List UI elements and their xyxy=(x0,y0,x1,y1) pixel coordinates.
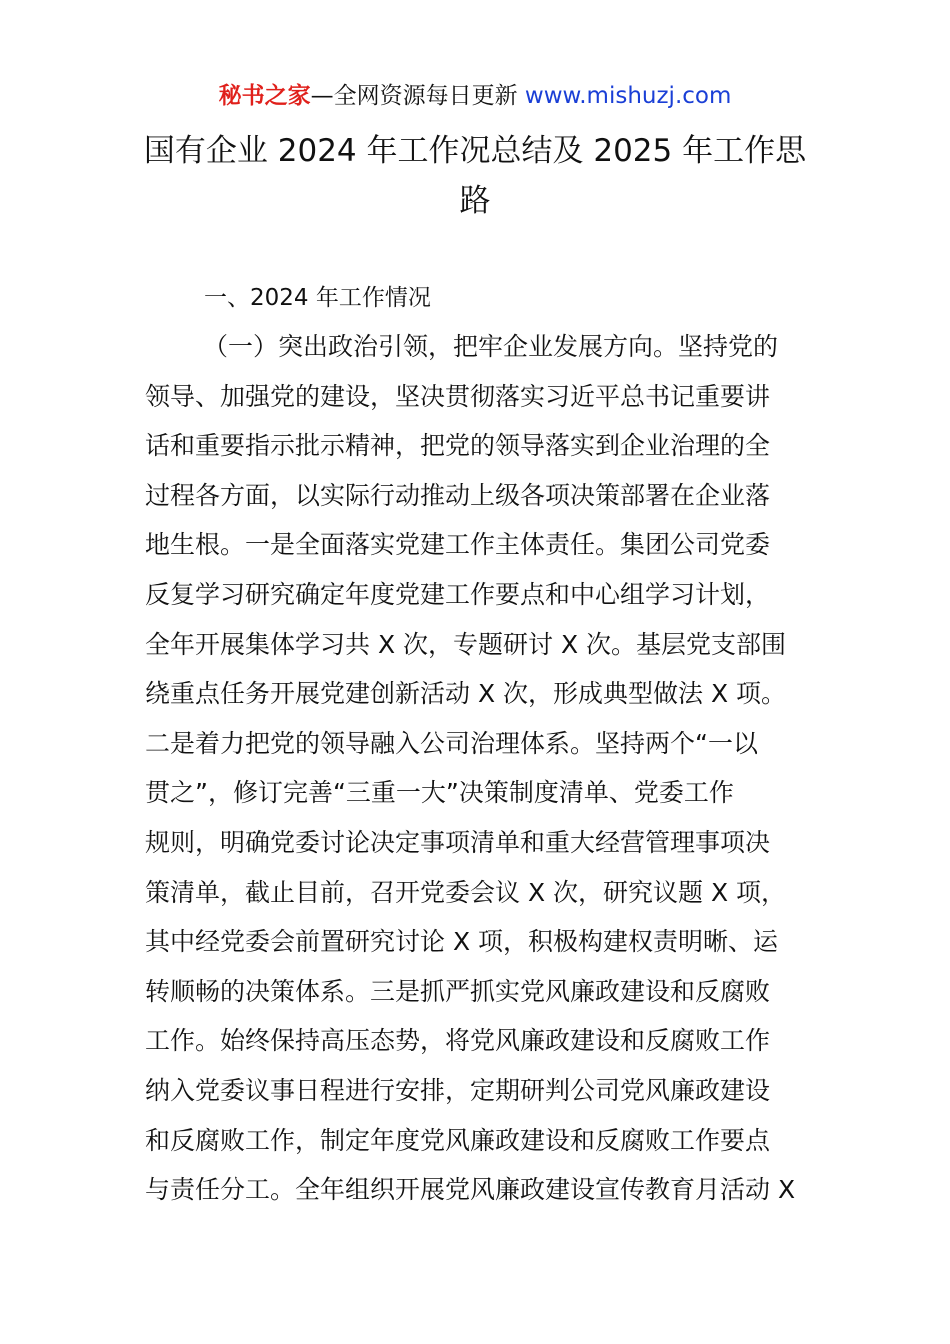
body-line: 和反腐败工作，制定年度党风廉政建设和反腐败工作要点 xyxy=(145,1125,771,1155)
body-line: 转顺畅的决策体系。三是抓严抓实党风廉政建设和反腐败 xyxy=(145,976,771,1006)
body-line: 工作。始终保持高压态势，将党风廉政建设和反腐败工作 xyxy=(145,1026,771,1056)
site-url: www.mishuzj.com xyxy=(524,83,732,109)
title-line-2: 路 xyxy=(459,183,491,219)
body-line: 纳入党委议事日程进行安排，定期研判公司党风廉政建设 xyxy=(145,1075,771,1105)
body-line: 话和重要指示批示精神，把党的领导落实到企业治理的全 xyxy=(145,431,771,461)
brand-name: 秘书之家 xyxy=(218,83,311,109)
section-heading: 一、2024 年工作情况 xyxy=(204,285,431,311)
body-line: 地生根。一是全面落实党建工作主体责任。集团公司党委 xyxy=(145,530,771,560)
body-line: 领导、加强党的建设，坚决贯彻落实习近平总书记重要讲 xyxy=(145,381,771,411)
body-line: 反复学习研究确定年度党建工作要点和中心组学习计划， xyxy=(145,579,771,609)
body-line: （一）突出政治引领，把牢企业发展方向。坚持党的 xyxy=(203,332,779,361)
body-line: 全年开展集体学习共 X 次，专题研讨 X 次。基层党支部围 xyxy=(145,629,787,659)
body-line: 与责任分工。全年组织开展党风廉政建设宣传教育月活动 X xyxy=(145,1175,796,1205)
body-line: 规则，明确党委讨论决定事项清单和重大经营管理事项决 xyxy=(145,827,771,857)
title-line-1: 国有企业 2024 年工作况总结及 2025 年工作思 xyxy=(143,133,807,169)
header-tagline: —全网资源每日更新 xyxy=(310,83,525,109)
body-line: 其中经党委会前置研究讨论 X 项，积极构建权责明晰、运 xyxy=(145,927,779,957)
body-line: 贯之”，修订完善“三重一大”决策制度清单、党委工作 xyxy=(145,778,734,808)
site-header xyxy=(0,80,950,112)
body-line: 策清单，截止目前，召开党委会议 X 次，研究议题 X 项， xyxy=(145,877,787,907)
body-line: 过程各方面，以实际行动推动上级各项决策部署在企业落 xyxy=(145,480,771,510)
body-text xyxy=(145,322,810,1215)
body-line: 绕重点任务开展党建创新活动 X 次，形成典型做法 X 项。 xyxy=(145,679,787,709)
body-line: 二是着力把党的领导融入公司治理体系。坚持两个“一以 xyxy=(145,728,758,758)
document-title xyxy=(140,126,810,226)
